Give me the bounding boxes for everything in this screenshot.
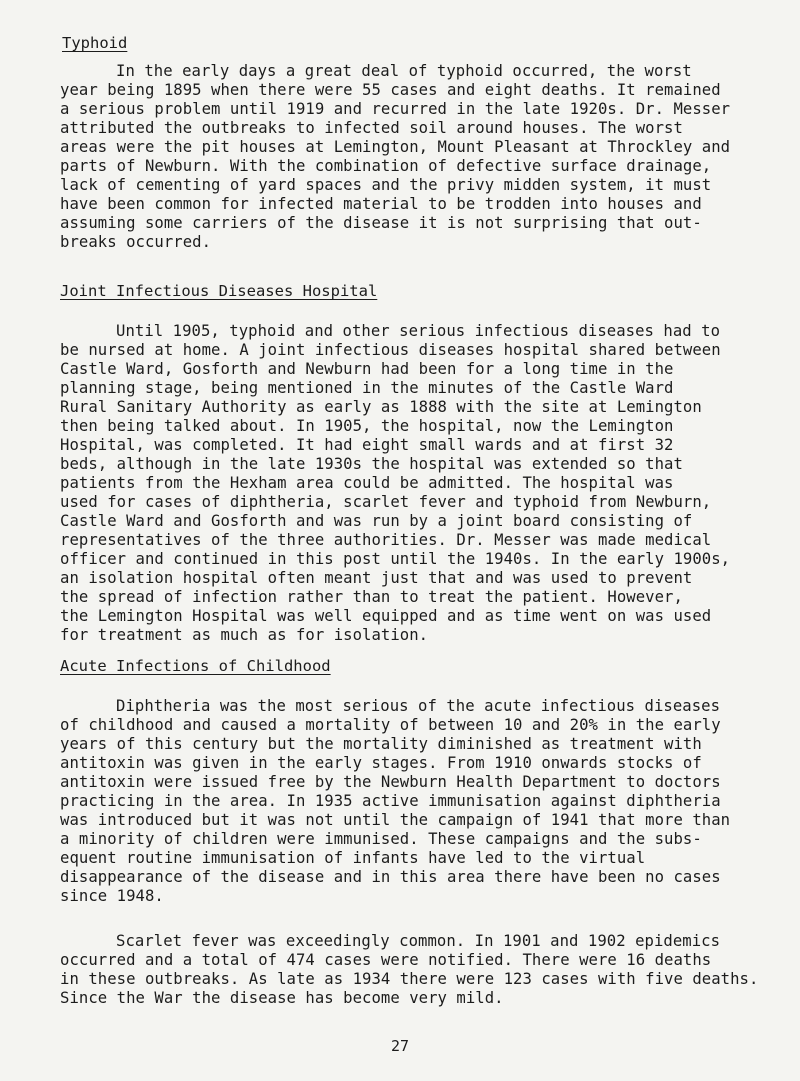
section-heading-hospital: Joint Infectious Diseases Hospital bbox=[60, 282, 378, 300]
text-line: of childhood and caused a mortality of between 10 and 20% in the early bbox=[60, 716, 721, 734]
text-line: attributed the outbreaks to infected soil around houses. The worst bbox=[60, 119, 683, 137]
text-line: have been common for infected material to be trodden into houses and bbox=[60, 195, 702, 213]
text-line: Until 1905, typhoid and other serious infectious diseases had to bbox=[116, 322, 721, 340]
text-line: practicing in the area. In 1935 active immunisation against diphtheria bbox=[60, 792, 721, 810]
text-line: assuming some carriers of the disease it is not surprising that out- bbox=[60, 214, 702, 232]
text-line: Scarlet fever was exceedingly common. In 1901 and 1902 epidemics bbox=[116, 932, 721, 950]
text-line: Diphtheria was the most serious of the acute infectious diseases bbox=[116, 697, 721, 715]
text-line: breaks occurred. bbox=[60, 233, 212, 251]
text-line: Since the War the disease has become very mild. bbox=[60, 989, 504, 1007]
text-line: a serious problem until 1919 and recurred in the late 1920s. Dr. Messer bbox=[60, 100, 731, 118]
text-line: Rural Sanitary Authority as early as 1888 with the site at Lemington bbox=[60, 398, 702, 416]
text-line: the Lemington Hospital was well equipped and as time went on was used bbox=[60, 607, 712, 625]
text-line: antitoxin was given in the early stages. From 1910 onwards stocks of bbox=[60, 754, 702, 772]
text-line: equent routine immunisation of infants have led to the virtual bbox=[60, 849, 646, 867]
text-line: parts of Newburn. With the combination of defective surface drainage, bbox=[60, 157, 712, 175]
section-heading-childhood: Acute Infections of Childhood bbox=[60, 657, 331, 675]
text-line: officer and continued in this post until the 1940s. In the early 1900s, bbox=[60, 550, 731, 568]
text-line: was introduced but it was not until the campaign of 1941 that more than bbox=[60, 811, 731, 829]
text-line: the spread of infection rather than to treat the patient. However, bbox=[60, 588, 683, 606]
text-line: lack of cementing of yard spaces and the privy midden system, it must bbox=[60, 176, 712, 194]
text-line: years of this century but the mortality diminished as treatment with bbox=[60, 735, 702, 753]
text-line: areas were the pit houses at Lemington, Mount Pleasant at Throckley and bbox=[60, 138, 731, 156]
text-line: in these outbreaks. As late as 1934 there were 123 cases with five deaths. bbox=[60, 970, 759, 988]
text-line: an isolation hospital often meant just that and was used to prevent bbox=[60, 569, 693, 587]
page-number: 27 bbox=[390, 1037, 410, 1055]
text-line: planning stage, being mentioned in the minutes of the Castle Ward bbox=[60, 379, 674, 397]
text-line: beds, although in the late 1930s the hospital was extended so that bbox=[60, 455, 683, 473]
text-line: year being 1895 when there were 55 cases and eight deaths. It remained bbox=[60, 81, 721, 99]
text-line: for treatment as much as for isolation. bbox=[60, 626, 429, 644]
text-line: Castle Ward, Gosforth and Newburn had been for a long time in the bbox=[60, 360, 674, 378]
text-line: representatives of the three authorities. Dr. Messer was made medical bbox=[60, 531, 712, 549]
text-line: a minority of children were immunised. These campaigns and the subs- bbox=[60, 830, 702, 848]
text-line: used for cases of diphtheria, scarlet fever and typhoid from Newburn, bbox=[60, 493, 712, 511]
text-line: patients from the Hexham area could be admitted. The hospital was bbox=[60, 474, 674, 492]
text-line: then being talked about. In 1905, the hospital, now the Lemington bbox=[60, 417, 674, 435]
section-heading-typhoid: Typhoid bbox=[62, 34, 128, 52]
text-line: Hospital, was completed. It had eight small wards and at first 32 bbox=[60, 436, 674, 454]
text-line: disappearance of the disease and in this area there have been no cases bbox=[60, 868, 721, 886]
text-line: In the early days a great deal of typhoid occurred, the worst bbox=[116, 62, 692, 80]
text-line: antitoxin were issued free by the Newburn Health Department to doctors bbox=[60, 773, 721, 791]
text-line: Castle Ward and Gosforth and was run by a joint board consisting of bbox=[60, 512, 693, 530]
text-line: be nursed at home. A joint infectious diseases hospital shared between bbox=[60, 341, 721, 359]
text-line: since 1948. bbox=[60, 887, 164, 905]
text-line: occurred and a total of 474 cases were notified. There were 16 deaths bbox=[60, 951, 712, 969]
